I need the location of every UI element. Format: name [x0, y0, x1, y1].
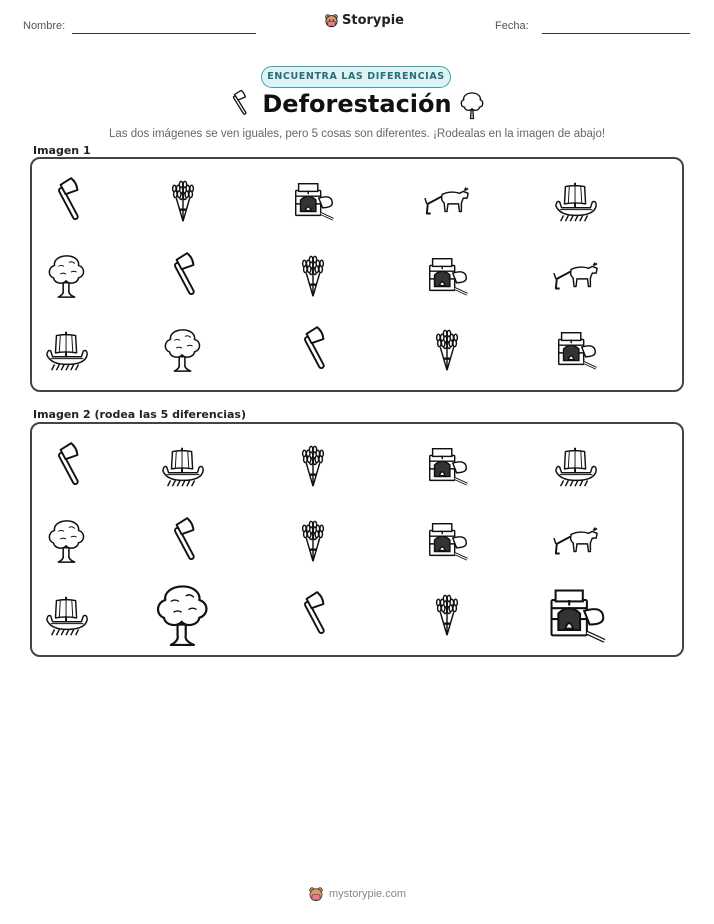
image2-cell-wheat-icon[interactable]: [289, 517, 337, 565]
oven-icon: [423, 517, 471, 565]
image2-cell-oven-icon[interactable]: [542, 581, 610, 649]
image2-cell-axe-icon[interactable]: [43, 442, 91, 490]
title-tree-icon: [457, 89, 487, 126]
viking-ship-icon: [43, 326, 91, 374]
name-field-line[interactable]: [72, 33, 256, 34]
wheat-icon: [289, 517, 337, 565]
tree-icon: [43, 252, 91, 300]
image1-cell-wheat-icon: [423, 326, 471, 374]
image2-cell-oven-icon[interactable]: [423, 442, 471, 490]
image2-cell-wheat-icon[interactable]: [289, 442, 337, 490]
wheat-icon: [423, 591, 471, 639]
tree-icon: [149, 581, 217, 649]
image2-panel[interactable]: [30, 422, 684, 657]
ox-plow-icon: [552, 517, 600, 565]
image2-cell-tree-icon[interactable]: [43, 517, 91, 565]
image2-cell-viking-ship-icon[interactable]: [159, 442, 207, 490]
image1-cell-axe-icon: [289, 326, 337, 374]
date-label: Fecha:: [495, 20, 529, 32]
image1-cell-wheat-icon: [289, 252, 337, 300]
axe-icon: [159, 252, 207, 300]
image1-panel: [30, 157, 684, 392]
image2-cell-tree-icon[interactable]: [149, 581, 217, 649]
tree-icon: [159, 326, 207, 374]
image1-cell-viking-ship-icon: [43, 326, 91, 374]
axe-icon: [159, 517, 207, 565]
brand-logo: [324, 13, 404, 28]
image1-cell-axe-icon: [159, 252, 207, 300]
tree-icon: [43, 517, 91, 565]
oven-icon: [423, 252, 471, 300]
oven-icon: [423, 442, 471, 490]
footer: [0, 886, 714, 902]
ox-plow-icon: [423, 177, 471, 225]
image1-cell-oven-icon: [552, 326, 600, 374]
image1-cell-ox-plow-icon: [423, 177, 471, 225]
axe-icon: [43, 177, 91, 225]
image2-cell-ox-plow-icon[interactable]: [552, 517, 600, 565]
bear-logo-icon: [324, 13, 339, 28]
image1-cell-viking-ship-icon: [552, 177, 600, 225]
ox-plow-icon: [552, 252, 600, 300]
image2-label: Imagen 2 (rodea las 5 diferencias): [33, 408, 247, 421]
oven-icon: [552, 326, 600, 374]
instructions: Las dos imágenes se ven iguales, pero 5 cosas son diferentes. ¡Rodealas en la imagen de abajo!: [108, 128, 606, 140]
date-field-line[interactable]: [542, 33, 690, 34]
axe-icon: [289, 591, 337, 639]
footer-bear-icon: [308, 886, 324, 902]
oven-icon: [542, 581, 610, 649]
viking-ship-icon: [552, 442, 600, 490]
activity-badge: ENCUENTRA LAS DIFERENCIAS: [261, 66, 451, 88]
image1-cell-oven-icon: [423, 252, 471, 300]
image2-cell-viking-ship-icon[interactable]: [552, 442, 600, 490]
image2-cell-viking-ship-icon[interactable]: [43, 591, 91, 639]
image2-cell-axe-icon[interactable]: [289, 591, 337, 639]
footer-url[interactable]: mystorypie.com: [328, 888, 407, 900]
wheat-icon: [289, 442, 337, 490]
viking-ship-icon: [159, 442, 207, 490]
wheat-icon: [423, 326, 471, 374]
viking-ship-icon: [552, 177, 600, 225]
image1-cell-axe-icon: [43, 177, 91, 225]
axe-icon: [289, 326, 337, 374]
oven-icon: [289, 177, 337, 225]
image2-cell-oven-icon[interactable]: [423, 517, 471, 565]
wheat-icon: [289, 252, 337, 300]
image1-cell-tree-icon: [43, 252, 91, 300]
image1-cell-ox-plow-icon: [552, 252, 600, 300]
image1-cell-wheat-icon: [159, 177, 207, 225]
brand-name: Storypie: [342, 13, 404, 28]
page-title: Deforestación: [262, 90, 452, 118]
image2-cell-axe-icon[interactable]: [159, 517, 207, 565]
image1-label: Imagen 1: [33, 144, 91, 157]
image1-cell-tree-icon: [159, 326, 207, 374]
name-label: Nombre:: [23, 20, 66, 32]
image1-cell-oven-icon: [289, 177, 337, 225]
wheat-icon: [159, 177, 207, 225]
viking-ship-icon: [43, 591, 91, 639]
axe-icon: [43, 442, 91, 490]
image2-cell-wheat-icon[interactable]: [423, 591, 471, 639]
